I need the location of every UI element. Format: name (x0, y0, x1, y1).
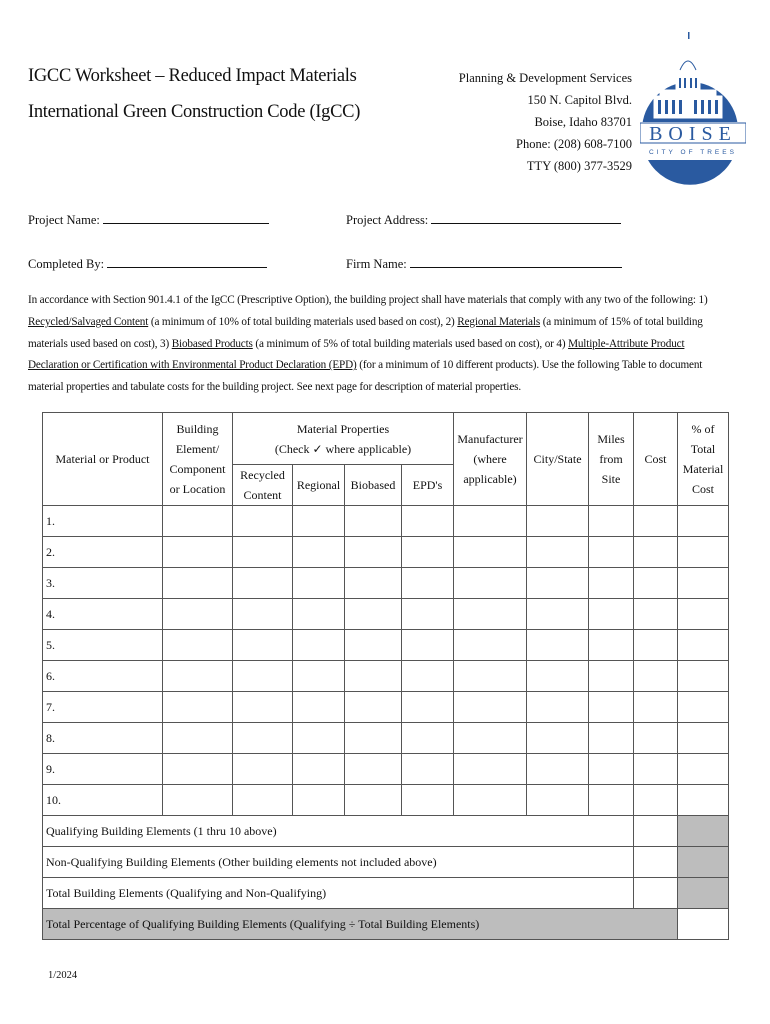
table-cell[interactable] (233, 537, 293, 568)
completed-by-field[interactable] (28, 256, 267, 272)
header-miles: Miles from Site (589, 413, 634, 506)
header-building-element: Building Element/ Component or Location (163, 413, 233, 506)
table-cell[interactable] (402, 630, 454, 661)
table-row (43, 568, 729, 599)
table-cell[interactable] (233, 754, 293, 785)
percentage-value-cell[interactable] (678, 909, 729, 940)
table-cell[interactable] (527, 568, 589, 599)
materials-table (42, 412, 729, 940)
qualifying-cost-cell[interactable] (634, 816, 678, 847)
header-material: Material or Product (43, 413, 163, 506)
table-cell[interactable] (527, 754, 589, 785)
intro-text-1: In accordance with Section 901.4.1 of the IgCC (Prescriptive Option), the building project shall have materials that comply with any two of the following: 1) (28, 294, 708, 306)
firm-name-label: Firm Name: (346, 257, 407, 271)
header-properties-title: Material Properties (296, 421, 390, 436)
non-qualifying-label: Non-Qualifying Building Elements (Other building elements not included above) (43, 847, 634, 878)
table-cell[interactable] (402, 754, 454, 785)
table-cell[interactable] (345, 754, 402, 785)
table-row (43, 599, 729, 630)
table-cell[interactable] (454, 599, 527, 630)
table-cell[interactable] (293, 599, 345, 630)
table-cell[interactable] (402, 692, 454, 723)
table-cell[interactable] (589, 506, 634, 537)
table-cell[interactable] (589, 537, 634, 568)
table-cell[interactable] (678, 785, 729, 816)
table-cell[interactable] (293, 661, 345, 692)
row-number[interactable]: 9. (43, 754, 163, 785)
table-cell[interactable] (678, 599, 729, 630)
header-material-properties (233, 413, 454, 465)
project-name-field[interactable] (28, 212, 269, 228)
header-cost: Cost (634, 413, 678, 506)
row-number[interactable]: 10. (43, 785, 163, 816)
table-cell[interactable] (454, 754, 527, 785)
biobased-products-link[interactable]: Biobased Products (171, 337, 253, 350)
table-cell[interactable] (163, 506, 233, 537)
header-regional: Regional (293, 465, 345, 506)
header-epds: EPD's (402, 465, 454, 506)
qualifying-pct-cell (678, 816, 729, 847)
header-manufacturer: Manufacturer (where applicable) (454, 413, 527, 506)
row-number[interactable]: 5. (43, 630, 163, 661)
department-name: Planning & Development Services (458, 71, 632, 85)
table-cell[interactable] (345, 785, 402, 816)
footer-date: 1/2024 (48, 970, 78, 981)
table-cell[interactable] (233, 661, 293, 692)
table-cell[interactable] (233, 599, 293, 630)
table-cell[interactable] (293, 723, 345, 754)
table-row (43, 785, 729, 816)
table-cell[interactable] (678, 537, 729, 568)
table-cell[interactable] (345, 692, 402, 723)
table-cell[interactable] (293, 506, 345, 537)
table-cell[interactable] (678, 568, 729, 599)
table-cell[interactable] (678, 692, 729, 723)
table-cell[interactable] (163, 785, 233, 816)
intro-text-3: (a minimum of 15% of total building materials used based on cost), 3) (28, 315, 703, 350)
table-cell[interactable] (402, 785, 454, 816)
row-number[interactable]: 8. (43, 723, 163, 754)
table-cell[interactable] (163, 754, 233, 785)
table-cell[interactable] (293, 568, 345, 599)
table-cell[interactable] (233, 692, 293, 723)
table-cell[interactable] (634, 723, 678, 754)
table-cell[interactable] (589, 661, 634, 692)
table-cell[interactable] (293, 692, 345, 723)
table-cell[interactable] (527, 537, 589, 568)
table-cell[interactable] (678, 506, 729, 537)
table-cell[interactable] (634, 506, 678, 537)
phone-number: Phone: (208) 608-7100 (516, 137, 632, 151)
table-cell[interactable] (345, 630, 402, 661)
table-cell[interactable] (678, 723, 729, 754)
table-cell[interactable] (454, 506, 527, 537)
percentage-label: Total Percentage of Qualifying Building Elements (Qualifying ÷ Total Building Elements) (43, 909, 678, 940)
row-number[interactable]: 3. (43, 568, 163, 599)
table-cell[interactable] (163, 692, 233, 723)
table-cell[interactable] (345, 723, 402, 754)
project-address-field[interactable] (346, 212, 621, 228)
header-city-state: City/State (527, 413, 589, 506)
table-cell[interactable] (454, 630, 527, 661)
table-cell[interactable] (678, 754, 729, 785)
table-cell[interactable] (345, 568, 402, 599)
table-cell[interactable] (163, 630, 233, 661)
table-cell[interactable] (345, 661, 402, 692)
recycled-content-link[interactable]: Recycled/Salvaged Content (28, 315, 149, 328)
logo-tagline: CITY OF TREES (649, 149, 737, 156)
row-number[interactable]: 7. (43, 692, 163, 723)
multiple-attribute-link[interactable]: Multiple-Attribute Product Declaration or Certification with Environmental Product Declaration (EPD) (28, 337, 685, 372)
table-cell[interactable] (402, 723, 454, 754)
table-cell[interactable] (233, 630, 293, 661)
table-cell[interactable] (634, 599, 678, 630)
table-cell[interactable] (678, 661, 729, 692)
table-row (43, 723, 729, 754)
table-cell[interactable] (454, 661, 527, 692)
summary-rows (43, 816, 729, 940)
table-cell[interactable] (163, 537, 233, 568)
logo-wordmark: BOISE (649, 123, 737, 145)
street-address: 150 N. Capitol Blvd. (527, 93, 632, 107)
qualifying-label: Qualifying Building Elements (1 thru 10 above) (43, 816, 634, 847)
table-cell[interactable] (454, 568, 527, 599)
table-cell[interactable] (527, 692, 589, 723)
table-cell[interactable] (589, 630, 634, 661)
table-cell[interactable] (527, 785, 589, 816)
table-cell[interactable] (345, 506, 402, 537)
materials-rows (43, 506, 729, 816)
table-cell[interactable] (634, 692, 678, 723)
table-cell[interactable] (634, 630, 678, 661)
table-cell[interactable] (527, 630, 589, 661)
table-cell[interactable] (293, 630, 345, 661)
firm-name-input-line[interactable] (410, 256, 622, 268)
table-cell[interactable] (634, 568, 678, 599)
table-cell[interactable] (527, 661, 589, 692)
table-cell[interactable] (163, 599, 233, 630)
table-cell[interactable] (678, 630, 729, 661)
table-cell[interactable] (293, 537, 345, 568)
project-name-input-line[interactable] (103, 212, 269, 224)
table-cell[interactable] (233, 568, 293, 599)
table-cell[interactable] (163, 568, 233, 599)
non-qualifying-pct-cell (678, 847, 729, 878)
table-row (43, 506, 729, 537)
row-number[interactable]: 6. (43, 661, 163, 692)
document-title: IGCC Worksheet – Reduced Impact Materials (28, 66, 357, 86)
total-label: Total Building Elements (Qualifying and Non-Qualifying) (43, 878, 634, 909)
instructions-paragraph (28, 290, 728, 399)
table-row (43, 661, 729, 692)
table-row (43, 692, 729, 723)
table-cell[interactable] (454, 537, 527, 568)
total-pct-cell (678, 878, 729, 909)
completed-by-label: Completed By: (28, 257, 105, 271)
contact-address-block (459, 67, 632, 177)
regional-materials-link[interactable]: Regional Materials (457, 315, 541, 328)
table-cell[interactable] (402, 599, 454, 630)
tty-number: TTY (800) 377-3529 (526, 159, 632, 173)
header-recycled: Recycled Content (233, 465, 293, 506)
table-cell[interactable] (345, 537, 402, 568)
completed-by-input-line[interactable] (107, 256, 267, 268)
header-biobased: Biobased (345, 465, 402, 506)
row-number[interactable]: 1. (43, 506, 163, 537)
table-cell[interactable] (527, 506, 589, 537)
table-cell[interactable] (634, 537, 678, 568)
table-cell[interactable] (527, 599, 589, 630)
table-cell[interactable] (634, 785, 678, 816)
table-cell[interactable] (402, 661, 454, 692)
table-cell[interactable] (402, 568, 454, 599)
table-cell[interactable] (345, 599, 402, 630)
table-cell[interactable] (293, 754, 345, 785)
project-name-label: Project Name: (28, 213, 100, 227)
table-cell[interactable] (589, 692, 634, 723)
table-cell[interactable] (589, 568, 634, 599)
table-row (43, 754, 729, 785)
table-cell[interactable] (163, 723, 233, 754)
table-cell[interactable] (634, 661, 678, 692)
table-cell[interactable] (454, 723, 527, 754)
row-number[interactable]: 4. (43, 599, 163, 630)
table-cell[interactable] (589, 723, 634, 754)
table-cell[interactable] (233, 723, 293, 754)
table-cell[interactable] (233, 785, 293, 816)
city-state-zip: Boise, Idaho 83701 (534, 115, 632, 129)
boise-city-logo (640, 30, 746, 200)
table-row (43, 630, 729, 661)
project-address-input-line[interactable] (431, 212, 621, 224)
table-cell[interactable] (454, 692, 527, 723)
header-pct-total: % of Total Material Cost (678, 413, 729, 506)
intro-text-5: (for a minimum of 10 different products). Use the following Table to document material properties and tabulate costs for the building project. See next page for description of material properties. (28, 359, 703, 394)
table-cell[interactable] (233, 506, 293, 537)
table-cell[interactable] (402, 506, 454, 537)
table-cell[interactable] (527, 723, 589, 754)
table-cell[interactable] (589, 754, 634, 785)
header-properties-sub: (Check ✓ where applicable) (274, 441, 412, 456)
document-subtitle: International Green Construction Code (IgCC) (28, 102, 361, 122)
intro-text-2: (a minimum of 10% of total building materials used based on cost), 2) (148, 315, 458, 328)
non-qualifying-cost-cell[interactable] (634, 847, 678, 878)
table-cell[interactable] (163, 661, 233, 692)
total-cost-cell[interactable] (634, 878, 678, 909)
project-address-label: Project Address: (346, 213, 429, 227)
table-cell[interactable] (589, 785, 634, 816)
intro-text-4: (a minimum of 5% of total building materials used based on cost), or 4) (252, 337, 569, 350)
table-cell[interactable] (589, 599, 634, 630)
firm-name-field[interactable] (346, 256, 622, 272)
table-cell[interactable] (634, 754, 678, 785)
table-cell[interactable] (293, 785, 345, 816)
table-cell[interactable] (454, 785, 527, 816)
table-cell[interactable] (402, 537, 454, 568)
table-row (43, 537, 729, 568)
row-number[interactable]: 2. (43, 537, 163, 568)
